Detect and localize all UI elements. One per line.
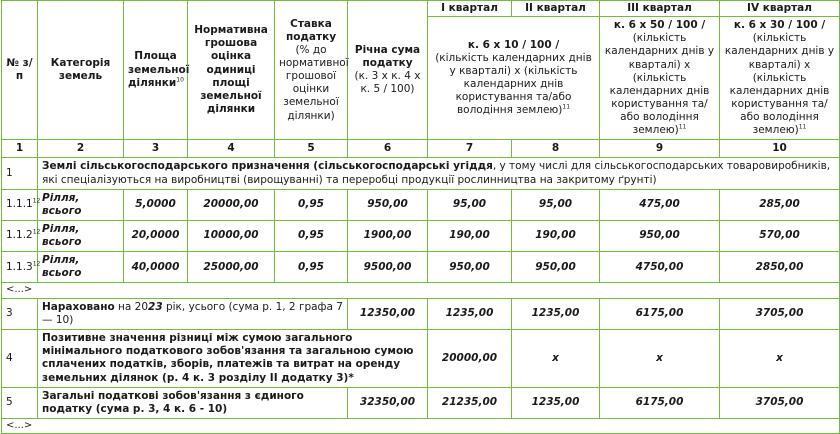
cell-q1: 190,00	[428, 220, 512, 251]
col-number: 10	[720, 140, 840, 158]
row-description: Землі сільськогосподарського призначення (сільськогосподарські угіддя, у тому числі для сільськогосподарських товаровиробників, які спеціалізуються на виробництві (вирощуванні) та переробці продукції рослинництва на закритому ґрунті)	[38, 158, 840, 189]
cell-rate: 0,95	[275, 220, 348, 251]
ellipsis-row	[2, 283, 840, 299]
col-number: 7	[428, 140, 512, 158]
cell-q3: x	[600, 330, 720, 388]
cell-q2: 950,00	[512, 252, 600, 283]
header-q3: ІІІ квартал	[600, 1, 720, 17]
cell-q3: 6175,00	[600, 298, 720, 329]
table-row	[2, 252, 840, 283]
col-number: 5	[275, 140, 348, 158]
cell-q4: 570,00	[720, 220, 840, 251]
col-number: 6	[348, 140, 428, 158]
header-ngo: Нормативна грошова оцінка одиниці площі земельної ділянки	[188, 1, 275, 140]
col-number: 4	[188, 140, 275, 158]
cell-area: 5,0000	[124, 189, 188, 220]
table-row	[2, 330, 840, 388]
row-number: 1.1.1$^{12}$	[2, 189, 38, 220]
row-number: 1.1.2$^{12}$	[2, 220, 38, 251]
cell-ngo: 20000,00	[188, 189, 275, 220]
ellipsis: <...>	[2, 418, 840, 434]
table-row	[2, 220, 840, 251]
cell-rate: 0,95	[275, 252, 348, 283]
col-number: 3	[124, 140, 188, 158]
row-number: 3	[2, 298, 38, 329]
cell-q3: 950,00	[600, 220, 720, 251]
header-q2: ІІ квартал	[512, 1, 600, 17]
cell-ngo: 10000,00	[188, 220, 275, 251]
header-category: Категорія земель	[38, 1, 124, 140]
cell-rate: 0,95	[275, 189, 348, 220]
cell-q2: x	[512, 330, 600, 388]
row-category: Рілля, всього	[38, 189, 124, 220]
cell-annual: 1900,00	[348, 220, 428, 251]
cell-annual: 32350,00	[348, 387, 428, 418]
cell-q1: 950,00	[428, 252, 512, 283]
row-category: Рілля, всього	[38, 220, 124, 251]
cell-q2: 95,00	[512, 189, 600, 220]
cell-area: 40,0000	[124, 252, 188, 283]
tax-table	[1, 0, 840, 434]
row-number: 1	[2, 158, 38, 189]
row-number: 1.1.3$^{12}$	[2, 252, 38, 283]
row-description: Позитивне значення різниці між сумою загального мінімального податкового зобов'язання та загальною сумою сплачених податків, зборів, платежів та витрат на оренду земельних ділянок (р. 4 к. 3 розділу ІІ додатку 3)*	[38, 330, 428, 388]
cell-q4: x	[720, 330, 840, 388]
table-row	[2, 189, 840, 220]
cell-q4: 2850,00	[720, 252, 840, 283]
header-q4-formula: к. 6 х 30 / 100 / (кількість календарних днів у кварталі) х (кількість календарних днів користування та/або володіння землею)$^{11}$	[720, 17, 840, 140]
cell-ngo: 25000,00	[188, 252, 275, 283]
cell-annual: 20000,00	[428, 330, 512, 388]
header-q1: І квартал	[428, 1, 512, 17]
cell-q4: 3705,00	[720, 298, 840, 329]
cell-q2: 1235,00	[512, 298, 600, 329]
header-row-quarters	[2, 1, 840, 17]
ellipsis: <...>	[2, 283, 840, 299]
row-description: Загальні податкові зобов'язання з єдиного податку (сума р. 3, 4 к. 6 - 10)	[38, 387, 348, 418]
cell-q2: 190,00	[512, 220, 600, 251]
header-annual: Річна сума податку (к. 3 х к. 4 х к. 5 / 100)	[348, 1, 428, 140]
cell-area: 20,0000	[124, 220, 188, 251]
header-q4: ІV квартал	[720, 1, 840, 17]
ellipsis-row	[2, 418, 840, 434]
cell-q3: 4750,00	[600, 252, 720, 283]
cell-q4: 285,00	[720, 189, 840, 220]
cell-annual: 9500,00	[348, 252, 428, 283]
cell-annual: 12350,00	[348, 298, 428, 329]
header-area: Площа земельної ділянки$^{10}$	[124, 1, 188, 140]
table-row	[2, 158, 840, 189]
cell-q1: 95,00	[428, 189, 512, 220]
row-number: 5	[2, 387, 38, 418]
cell-q1: 1235,00	[428, 298, 512, 329]
cell-annual: 950,00	[348, 189, 428, 220]
table-row	[2, 298, 840, 329]
cell-q2: 1235,00	[512, 387, 600, 418]
header-q12-formula: к. 6 х 10 / 100 / (кількість календарних днів у кварталі) х (кількість календарних днів користування та/або володіння землею)$^{11}$	[428, 17, 600, 140]
header-no: № з/п	[2, 1, 38, 140]
col-number: 9	[600, 140, 720, 158]
row-category: Рілля, всього	[38, 252, 124, 283]
row-description: Нараховано на 2023 рік, усього (сума р. 1, 2 графа 7 — 10)	[38, 298, 348, 329]
header-rate: Ставка податку (% до нормативної грошової оцінки земельної ділянки)	[275, 1, 348, 140]
cell-q4: 3705,00	[720, 387, 840, 418]
col-number: 8	[512, 140, 600, 158]
cell-q3: 475,00	[600, 189, 720, 220]
col-number: 1	[2, 140, 38, 158]
row-number: 4	[2, 330, 38, 388]
table-row	[2, 387, 840, 418]
col-number: 2	[38, 140, 124, 158]
cell-q1: 21235,00	[428, 387, 512, 418]
header-q3-formula: к. 6 х 50 / 100 / (кількість календарних днів у кварталі) х (кількість календарних днів користування та/або володіння землею)$^{11}$	[600, 17, 720, 140]
cell-q3: 6175,00	[600, 387, 720, 418]
column-numbers-row	[2, 140, 840, 158]
